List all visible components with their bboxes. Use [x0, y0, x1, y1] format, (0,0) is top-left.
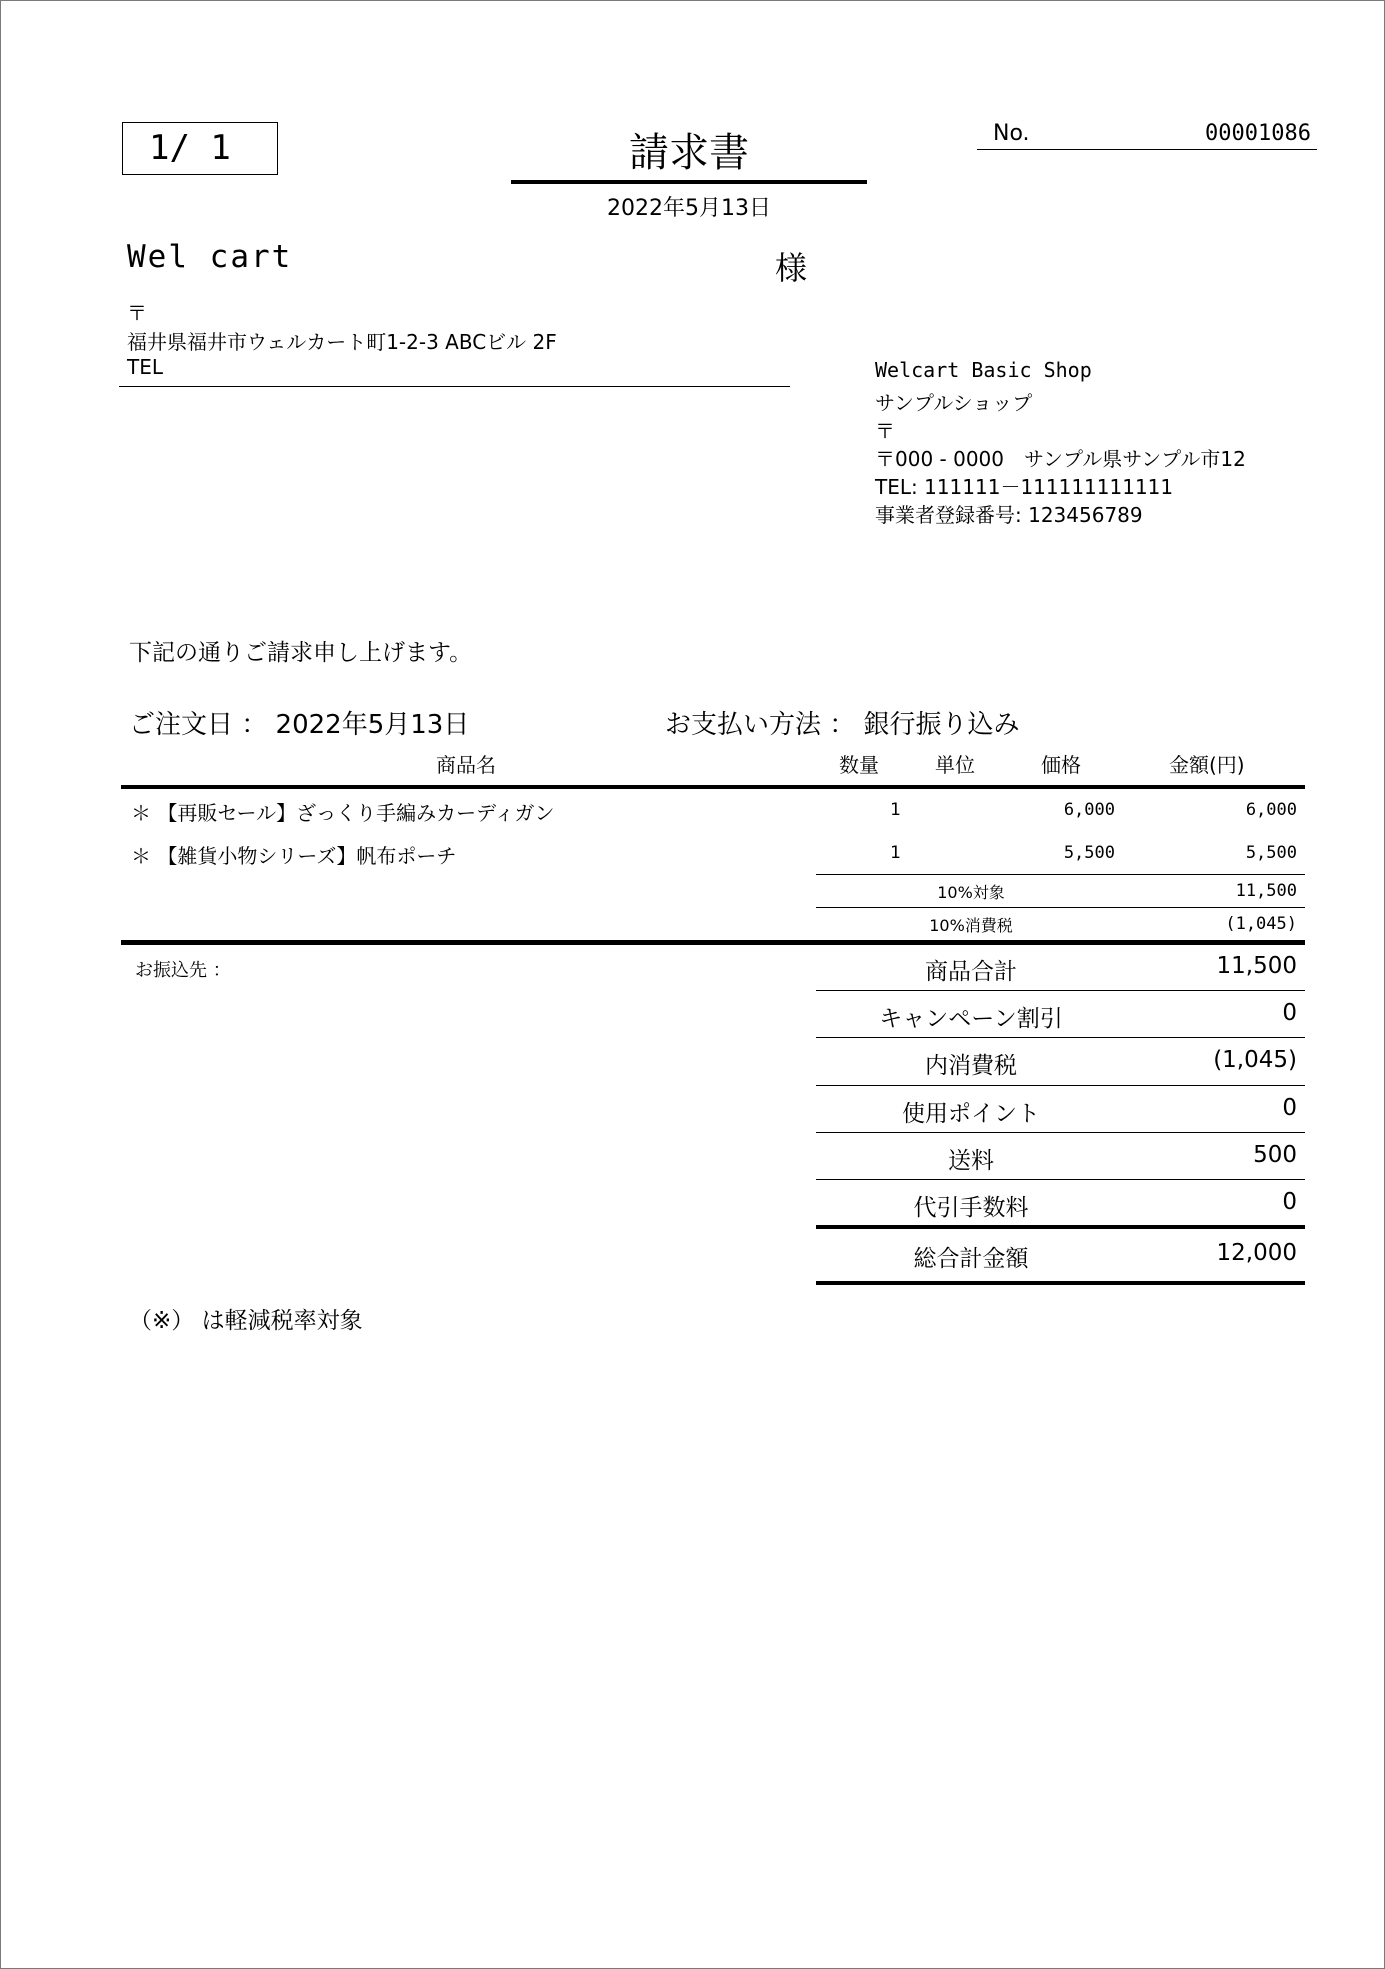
grand-total-label: 総合計金額 — [913, 1246, 1029, 1272]
item-qty: 1 — [890, 843, 901, 863]
grand-total-value: 12,000 — [1216, 1240, 1297, 1266]
column-header-amount: 金額(円) — [1169, 753, 1245, 777]
column-header-name: 商品名 — [436, 753, 496, 777]
item-price: 6,000 — [1063, 800, 1115, 820]
order-date: ご注文日 ： 2022年5月13日 — [129, 710, 470, 740]
intro-text: 下記の通りご請求申し上げます。 — [129, 640, 473, 666]
tax-value: (1,045) — [1225, 914, 1297, 934]
table-bottom-rule — [121, 940, 1305, 945]
column-header-unit: 単位 — [935, 753, 975, 777]
tax-target-label: 10%対象 — [937, 883, 1005, 902]
item-name: ＊ 【再販セール】ざっくり手編みカーディガン — [131, 801, 555, 825]
total-rule — [816, 1132, 1305, 1133]
payment-method: お支払い方法 ： 銀行振り込み — [665, 710, 1020, 740]
total-rule — [816, 1037, 1305, 1038]
customer-address: 福井県福井市ウェルカート町1-2-3 ABCビル 2F — [127, 330, 557, 354]
title-underline — [511, 180, 867, 184]
table-header-rule — [121, 785, 1305, 789]
invoice-number: 00001086 — [1205, 121, 1311, 146]
shop-name-kana: サンプルショップ — [875, 391, 1033, 415]
total-value: 500 — [1253, 1142, 1297, 1168]
shop-address: 〒000 - 0000 サンプル県サンプル市12 — [875, 447, 1246, 471]
total-label: 送料 — [948, 1148, 994, 1174]
column-header-price: 価格 — [1041, 753, 1081, 777]
column-header-qty: 数量 — [839, 753, 879, 777]
tax-label: 10%消費税 — [929, 916, 1013, 935]
shop-name: Welcart Basic Shop — [875, 358, 1092, 382]
shop-registration: 事業者登録番号: 123456789 — [875, 503, 1143, 527]
tax-rule — [816, 874, 1305, 875]
invoice-number-underline — [977, 149, 1317, 150]
total-value: 0 — [1282, 1189, 1297, 1215]
tax-rule — [816, 907, 1305, 908]
issue-date: 2022年5月13日 — [607, 196, 771, 221]
item-amount: 5,500 — [1245, 843, 1297, 863]
page-counter: 1/ 1 — [122, 122, 278, 175]
grand-total-top-rule — [816, 1225, 1305, 1229]
total-value: 0 — [1282, 1095, 1297, 1121]
customer-underline — [119, 386, 790, 387]
total-value: 0 — [1282, 1000, 1297, 1026]
total-rule — [816, 1085, 1305, 1086]
total-rule — [816, 1179, 1305, 1180]
total-rule — [816, 990, 1305, 991]
grand-total-bottom-rule — [816, 1281, 1305, 1285]
reduced-tax-note: （※） は軽減税率対象 — [129, 1308, 363, 1334]
item-price: 5,500 — [1063, 843, 1115, 863]
customer-name: Wel cart — [127, 239, 293, 275]
total-label: 代引手数料 — [913, 1195, 1029, 1221]
bank-transfer-label: お振込先 ： — [135, 960, 231, 981]
item-amount: 6,000 — [1245, 800, 1297, 820]
tax-target-value: 11,500 — [1235, 881, 1297, 901]
shop-tel: TEL: 111111－111111111111 — [875, 475, 1174, 499]
shop-postal: 〒 — [875, 419, 895, 443]
invoice-number-label: No. — [993, 121, 1030, 146]
total-label: キャンペーン割引 — [879, 1006, 1063, 1032]
customer-postal: 〒 — [127, 301, 147, 325]
total-label: 内消費税 — [925, 1053, 1017, 1079]
document-title: 請求書 — [629, 130, 749, 176]
total-value: 11,500 — [1216, 953, 1297, 979]
total-label: 商品合計 — [925, 959, 1017, 985]
item-qty: 1 — [890, 800, 901, 820]
customer-tel: TEL — [127, 355, 163, 379]
honorific: 様 — [775, 249, 808, 287]
total-value: (1,045) — [1213, 1047, 1297, 1073]
total-label: 使用ポイント — [902, 1101, 1040, 1127]
item-name: ＊ 【雑貨小物シリーズ】帆布ポーチ — [131, 844, 457, 868]
